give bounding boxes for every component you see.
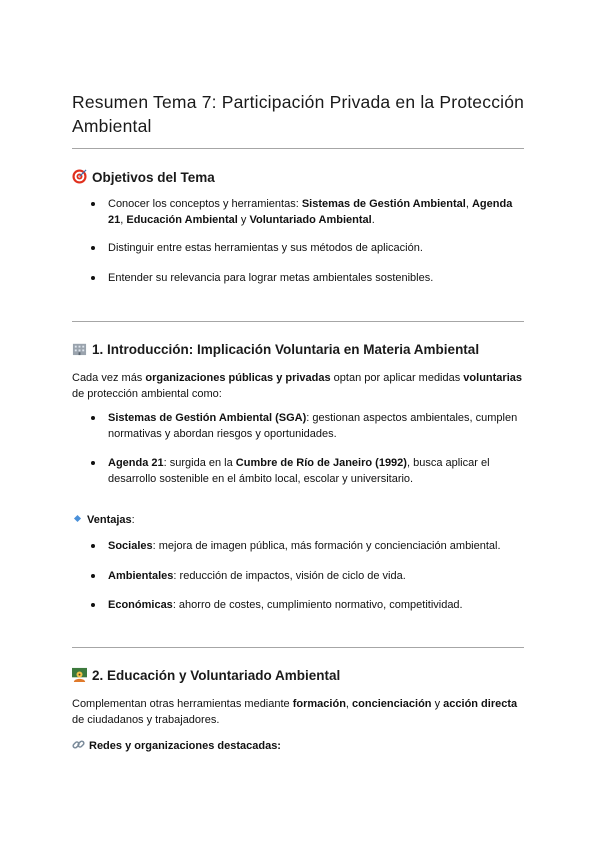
text: : reducción de impactos, visión de ciclo de vida. [173, 570, 406, 582]
text: , busca aplicar el desarrollo sostenible en el ámbito local, escolar y universitario. [108, 457, 490, 485]
bold-text: Cumbre de Río de Janeiro (1992) [235, 457, 407, 469]
bold-text: concienciación [352, 698, 432, 710]
teacher-icon [72, 667, 87, 682]
text: Complementan otras herramientas mediante [72, 698, 293, 710]
text: de protección ambiental como: [72, 388, 222, 400]
text: , [345, 698, 353, 710]
bullet-icon [91, 574, 95, 578]
bullet-icon [91, 544, 95, 548]
bold-text: organizaciones públicas y privadas [145, 372, 331, 384]
intro-paragraph [72, 370, 527, 402]
ventajas-label [72, 512, 527, 528]
bold-text: Agenda 21 [108, 198, 513, 226]
bold-text: acción directa [443, 698, 518, 710]
intro-heading-text: 1. Introducción: Implicación Voluntaria en Materia Ambiental [92, 342, 480, 357]
bullet-icon [91, 202, 95, 206]
divider [72, 647, 524, 648]
bullet-icon [91, 461, 95, 465]
bold-text: formación [292, 698, 346, 710]
text: : surgida en la [163, 457, 236, 469]
educacion-heading-text: 2. Educación y Voluntariado Ambiental [92, 668, 341, 683]
link-icon [72, 738, 85, 751]
bold-text: Sistemas de Gestión Ambiental (SGA) [108, 412, 307, 424]
bullet-icon [91, 603, 95, 607]
text: y [237, 214, 250, 226]
educacion-paragraph [72, 696, 527, 728]
text: de ciudadanos y trabajadores. [72, 714, 220, 726]
objetivos-heading [72, 169, 215, 187]
bold-text: Económicas [108, 599, 173, 611]
intro-heading [72, 341, 479, 359]
bold-text: Sistemas de Gestión Ambiental [301, 198, 466, 210]
text: . [371, 214, 375, 226]
text: : mejora de imagen pública, más formación y concienciación ambiental. [152, 540, 501, 552]
bold-text: Voluntariado Ambiental [249, 214, 372, 226]
text: , [120, 214, 127, 226]
text: y [431, 698, 444, 710]
divider [72, 321, 524, 322]
bold-text: Sociales [108, 540, 153, 552]
objetivos-heading-text: Objetivos del Tema [92, 170, 215, 185]
bold-text: Educación Ambiental [126, 214, 238, 226]
text: , [465, 198, 472, 210]
bold-text: Ventajas [87, 514, 132, 526]
bold-text: voluntarias [463, 372, 522, 384]
diamond-icon [74, 515, 81, 522]
bullet-icon [91, 246, 95, 250]
educacion-heading [72, 667, 340, 685]
text: : ahorro de costes, cumplimiento normativo, competitividad. [172, 599, 463, 611]
page-title: Resumen Tema 7: Participación Privada en la Protección Ambiental [72, 92, 525, 136]
text: Cada vez más [72, 372, 146, 384]
divider [72, 148, 524, 149]
text: optan por aplicar medidas [330, 372, 464, 384]
text: Conocer los conceptos y herramientas: [108, 198, 302, 210]
bullet-icon [91, 416, 95, 420]
target-icon [72, 169, 87, 184]
redes-label [72, 738, 527, 754]
text: : [131, 514, 135, 526]
bullet-icon [91, 276, 95, 280]
bold-text: Ambientales [108, 570, 174, 582]
list-item-text: Entender su relevancia para lograr metas ambientales sostenibles. [108, 272, 434, 284]
text: : gestionan aspectos ambientales, cumplen normativas y abordan riesgos y oportunidades. [108, 412, 518, 440]
bold-text: Redes y organizaciones destacadas: [89, 740, 281, 752]
bold-text: Agenda 21 [108, 457, 164, 469]
building-icon [72, 341, 87, 356]
list-item-text: Distinguir entre estas herramientas y sus métodos de aplicación. [108, 242, 423, 254]
